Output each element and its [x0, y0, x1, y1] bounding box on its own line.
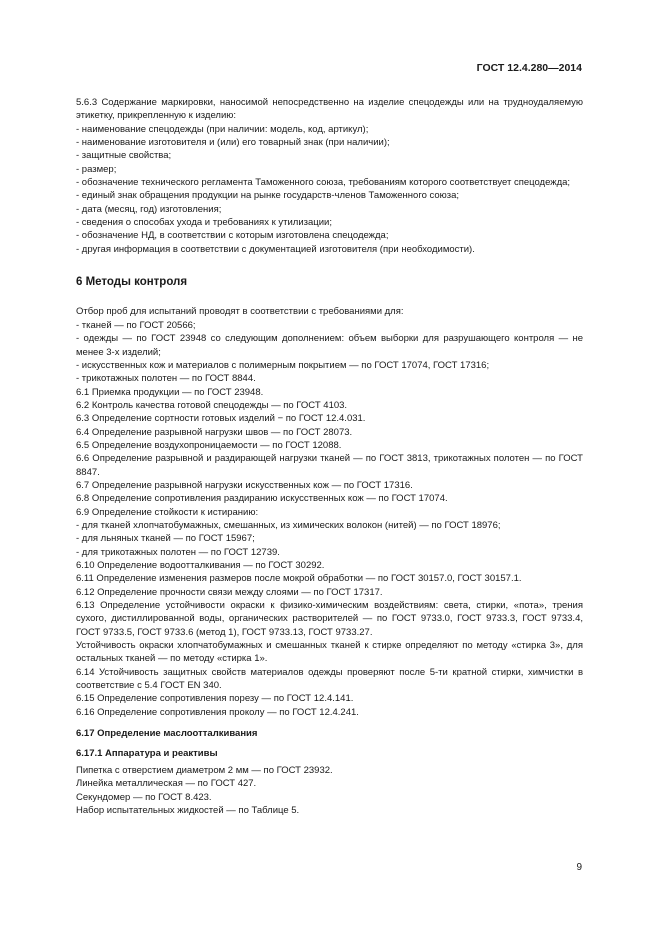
- paragraph-line: 6.4 Определение разрывной нагрузки швов — по ГОСТ 28073.: [76, 426, 353, 438]
- list-item: - наименование изготовителя и (или) его товарный знак (при наличии);: [76, 137, 390, 149]
- paragraph-5-6-3-intro: 5.6.3 Содержание маркировки, наносимой непосредственно на изделие спецодежды или на трудноудаляемую этикетку, прикрепленную к изделию:: [76, 97, 583, 122]
- subsection-title-6-17: 6.17 Определение маслоотталкивания: [76, 728, 258, 740]
- list-item: Пипетка с отверстием диаметром 2 мм — по ГОСТ 23932.: [76, 764, 333, 776]
- list-item: - наименование спецодежды (при наличии: модель, код, артикул);: [76, 123, 369, 135]
- paragraph-line: 6.3 Определение сортности готовых изделий − по ГОСТ 12.4.031.: [76, 413, 366, 425]
- section-6-content: [76, 305, 583, 719]
- paragraph-line: Устойчивость окраски хлопчатобумажных и смешанных тканей к стирке определяют по методу «стирка 3», для остальных тканей — по методу «стирка 1».: [76, 640, 583, 665]
- list-item: Набор испытательных жидкостей — по Таблице 5.: [76, 804, 300, 816]
- paragraph-line: - одежды — по ГОСТ 23948 со следующим дополнением: объем выборки для разрушающего контроля — не менее 3-х изделий;: [76, 333, 583, 358]
- paragraph-line: - для тканей хлопчатобумажных, смешанных, из химических волокон (нитей) — по ГОСТ 18976;: [76, 519, 501, 531]
- paragraph-line: 6.7 Определение разрывной нагрузки искусственных кож — по ГОСТ 17316.: [76, 479, 413, 491]
- list-item: - дата (месяц, год) изготовления;: [76, 203, 222, 215]
- list-item: - защитные свойства;: [76, 150, 172, 162]
- list-item: - другая информация в соответствии с документацией изготовителя (при необходимости).: [76, 243, 475, 255]
- paragraph-line: 6.16 Определение сопротивления проколу — по ГОСТ 12.4.241.: [76, 706, 359, 718]
- page-body: [76, 96, 583, 817]
- paragraph-line: 6.14 Устойчивость защитных свойств материалов одежды проверяют после 5-ти кратной стирки, химчистки в соответствие с 5.4 ГОСТ EN 340.: [76, 666, 583, 692]
- paragraph-line: 6.9 Определение стойкости к истиранию:: [76, 506, 259, 518]
- list-item: Линейка металлическая — по ГОСТ 427.: [76, 778, 257, 790]
- marking-list: [76, 123, 583, 256]
- paragraph-line: Отбор проб для испытаний проводят в соответствии с требованиями для:: [76, 306, 404, 318]
- paragraph-line: 6.8 Определение сопротивления раздиранию искусственных кож — по ГОСТ 17074.: [76, 493, 448, 505]
- list-item: - единый знак обращения продукции на рынке государств-членов Таможенного союза;: [76, 190, 460, 202]
- paragraph-line: 6.5 Определение воздухопроницаемости — по ГОСТ 12088.: [76, 439, 342, 451]
- page-number: 9: [576, 862, 582, 873]
- paragraph-line: 6.13 Определение устойчивости окраски к физико-химическим воздействиям: света, стирки, «пота», трения сухого, дистиллированной воды, органических растворителей — по ГОСТ 9733.0, ГОСТ 9733.3, ГОСТ 9733.4, ГОСТ 9733.5, ГОСТ 9733.6 (метод 1), ГОСТ 9733.13, ГОСТ 9733.27.: [76, 600, 583, 638]
- paragraph-line: 6.6 Определение разрывной и раздирающей нагрузки тканей — по ГОСТ 3813, трикотажных полотен — по ГОСТ 8847.: [76, 453, 583, 478]
- list-item: Секундомер — по ГОСТ 8.423.: [76, 791, 212, 803]
- paragraph-line: - искусственных кож и материалов с полимерным покрытием — по ГОСТ 17074, ГОСТ 17316;: [76, 359, 490, 371]
- subsection-title-6-17-1: 6.17.1 Аппаратура и реактивы: [76, 748, 218, 760]
- paragraph-line: 6.15 Определение сопротивления порезу — по ГОСТ 12.4.141.: [76, 693, 354, 705]
- list-item: - обозначение НД, в соответствии с которым изготовлена спецодежда;: [76, 230, 389, 242]
- document-header: ГОСТ 12.4.280—2014: [476, 62, 582, 74]
- section-title: 6 Методы контроля: [76, 276, 188, 289]
- apparatus-list: [76, 764, 583, 817]
- paragraph-line: - трикотажных полотен — по ГОСТ 8844.: [76, 373, 256, 385]
- paragraph-line: 6.10 Определение водоотталкивания — по ГОСТ 30292.: [76, 560, 325, 571]
- list-item: - сведения о способах ухода и требованиях к утилизации;: [76, 217, 332, 229]
- paragraph-line: 6.12 Определение прочности связи между слоями — по ГОСТ 17317.: [76, 586, 383, 598]
- list-item: - размер;: [76, 163, 117, 175]
- paragraph-line: 6.1 Приемка продукции — по ГОСТ 23948.: [76, 386, 264, 398]
- paragraph-line: 6.11 Определение изменения размеров после мокрой обработки — по ГОСТ 30157.0, ГОСТ 30157.1.: [76, 573, 522, 585]
- paragraph-line: 6.2 Контроль качества готовой спецодежды — по ГОСТ 4103.: [76, 399, 348, 411]
- list-item: - обозначение технического регламента Таможенного союза, требованиям которого соответствует спецодежда;: [76, 177, 571, 189]
- paragraph-line: - тканей — по ГОСТ 20566;: [76, 319, 196, 331]
- paragraph-line: - для трикотажных полотен — по ГОСТ 12739.: [76, 546, 280, 558]
- paragraph-line: - для льняных тканей — по ГОСТ 15967;: [76, 533, 255, 545]
